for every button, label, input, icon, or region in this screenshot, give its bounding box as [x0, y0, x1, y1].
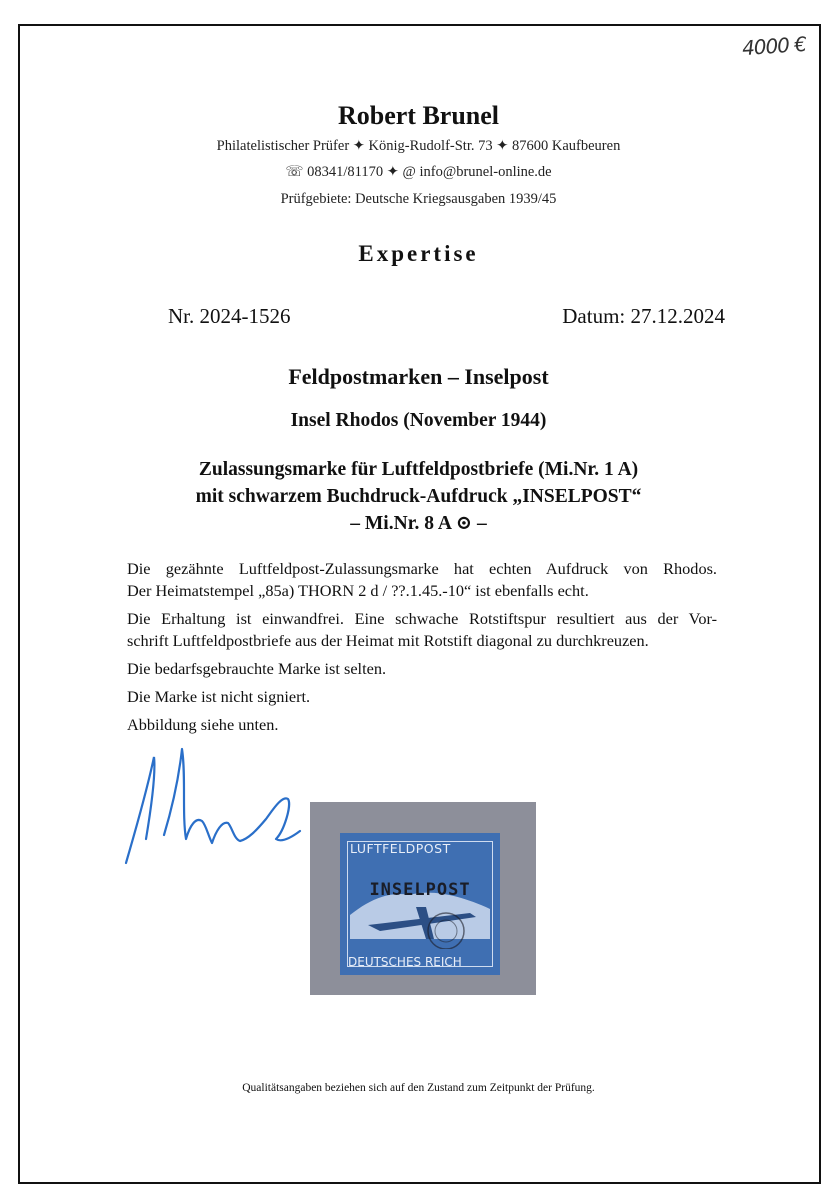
certificate-number: Nr. 2024-1526 — [168, 304, 291, 328]
stamp-image — [340, 833, 500, 975]
stamp-bottom-text: DEUTSCHES REICH — [348, 955, 462, 969]
subject-line-3: – Mi.Nr. 8 A ⊙ – — [350, 513, 487, 534]
paragraph-condition — [127, 608, 717, 652]
handwritten-signature — [116, 735, 306, 875]
examiner-address: Philatelistischer Prüfer ✦ König-Rudolf-Str. 73 ✦ 87600 Kaufbeuren — [216, 138, 621, 154]
paragraph-authenticity — [127, 558, 717, 602]
stamp-top-text: LUFTFELDPOST — [350, 841, 451, 856]
paragraph-signature: Die Marke ist nicht signiert. — [127, 687, 311, 706]
footer-disclaimer: Qualitätsangaben beziehen sich auf den Zustand zum Zeitpunkt der Prüfung. — [242, 1082, 595, 1094]
examiner-area: Prüfgebiete: Deutsche Kriegsausgaben 1939/45 — [280, 191, 557, 207]
examiner-name: Robert Brunel — [337, 101, 500, 130]
paragraph-rarity: Die bedarfsgebrauchte Marke ist selten. — [127, 659, 387, 678]
paragraph-line: Die gezähnte Luftfeldpost-Zulassungsmarke hat echten Aufdruck von Rhodos. — [127, 559, 717, 578]
paragraph-line: schrift Luftfeldpostbriefe aus der Heimat mit Rotstift diagonal zu durchkreuzen. — [127, 631, 649, 650]
certificate-date: Datum: 27.12.2024 — [562, 304, 725, 328]
expertise-body — [127, 558, 717, 742]
paragraph-line: Der Heimatstempel „85a) THORN 2 d / ??.1.45.-10“ ist ebenfalls echt. — [127, 581, 589, 600]
subject-subtitle: Insel Rhodos (November 1944) — [290, 410, 547, 431]
subject-line-2: mit schwarzem Buchdruck-Aufdruck „INSELPOST“ — [195, 486, 642, 507]
paragraph-line: Die Erhaltung ist einwandfrei. Eine schwache Rotstiftspur resultiert aus der Vor- — [127, 609, 717, 628]
document-title: Expertise — [358, 241, 479, 266]
stamp-overprint: INSELPOST — [369, 880, 471, 900]
subject-line-1: Zulassungsmarke für Luftfeldpostbriefe (Mi.Nr. 1 A) — [198, 459, 639, 480]
handwritten-price-note: 4000 € — [741, 31, 807, 61]
subject-title: Feldpostmarken – Inselpost — [288, 364, 549, 389]
paragraph-illustration: Abbildung siehe unten. — [127, 715, 279, 734]
subject-description — [0, 456, 837, 537]
examiner-contact: ☏ 08341/81170 ✦ @ info@brunel-online.de — [285, 164, 552, 180]
